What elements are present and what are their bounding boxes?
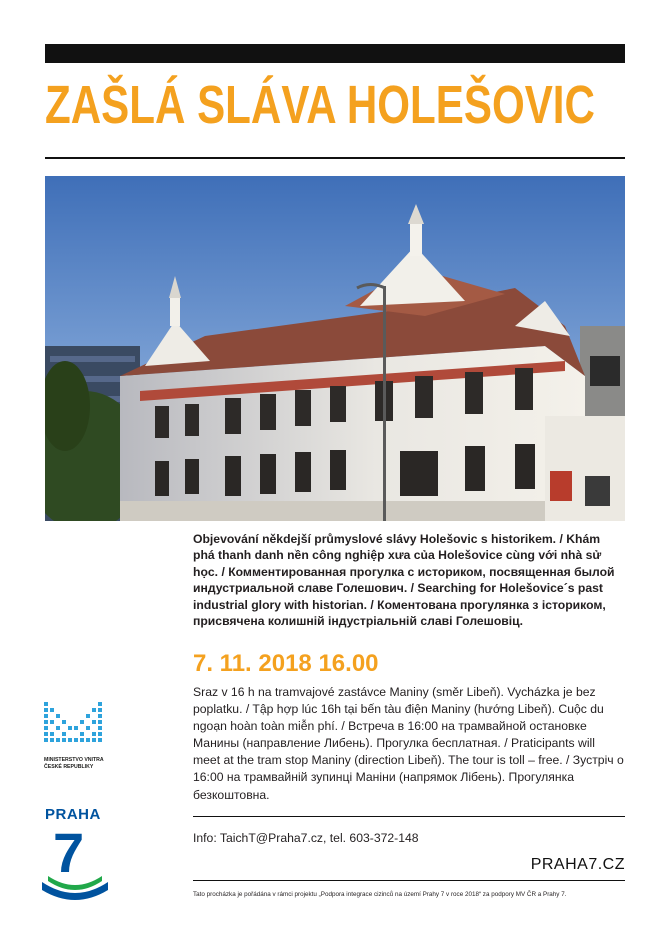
- header-bar: [45, 44, 625, 63]
- praha-wordmark: PRAHA: [45, 806, 101, 823]
- meeting-info: Sraz v 16 h na tramvajové zastávce Maniny (směr Libeň). Vycházka je bez poplatku. / Tập hợp lúc 16h tại bến tàu điện Maniny (hướng Libeň). Cuộc du ngoạn hoàn toàn miễn phí. / Встреча в 16:00 на трамвайной остановке Манины (направление Либень). Прогулка бесплатная. / Praticipants will meet at the tram stop Maniny (direction Libeň). The tour is toll – free. / Зустріч о 16:00 на трамвайній зупинці Маніни (напрямок Лібень). Прогулянка безкоштовна.: [193, 685, 624, 802]
- page-title: ZAŠLÁ SLÁVA HOLEŠOVIC: [45, 75, 595, 135]
- ministry-logo: [44, 702, 108, 770]
- praha7-logo: [40, 806, 110, 901]
- info-divider: [193, 816, 625, 817]
- website-link[interactable]: PRAHA7.CZ: [530, 856, 625, 873]
- ministry-name-line2: ČESKÉ REPUBLIKY: [44, 763, 94, 770]
- event-date-time: 7. 11. 2018 16.00: [193, 650, 379, 677]
- ministry-emblem-icon: [44, 702, 106, 748]
- title-divider: [45, 157, 625, 159]
- ministry-name-line1: MINISTERSTVO VNITRA: [44, 757, 104, 763]
- contact-info: Info: TaichT@Praha7.cz, tel. 603-372-148: [193, 831, 419, 845]
- praha-seven-icon: [40, 806, 110, 901]
- event-description: Objevování někdejší průmyslové slávy Holešovic s historikem. / Khám phá thanh danh nền công nghiệp xưa của Holešovice cùng với nhà sử học. / Комментированная прогулка с историком, посвященная былой индустриальной славе Голешович. / Searching for Holešovice´s past industrial glory with historian. / Коментована прогулянка з істориком, присвячена колишній індустріальній славі Голешовіц.: [193, 532, 615, 629]
- svg-text:7: 7: [53, 821, 85, 884]
- villa-photo: [45, 176, 625, 521]
- footer-divider: [193, 880, 625, 881]
- footer-note: Tato procházka je pořádána v rámci projektu „Podpora integrace cizinců na území Prahy 7 v roce 2018“ za podpory MV ČR a Prahy 7.: [193, 891, 567, 898]
